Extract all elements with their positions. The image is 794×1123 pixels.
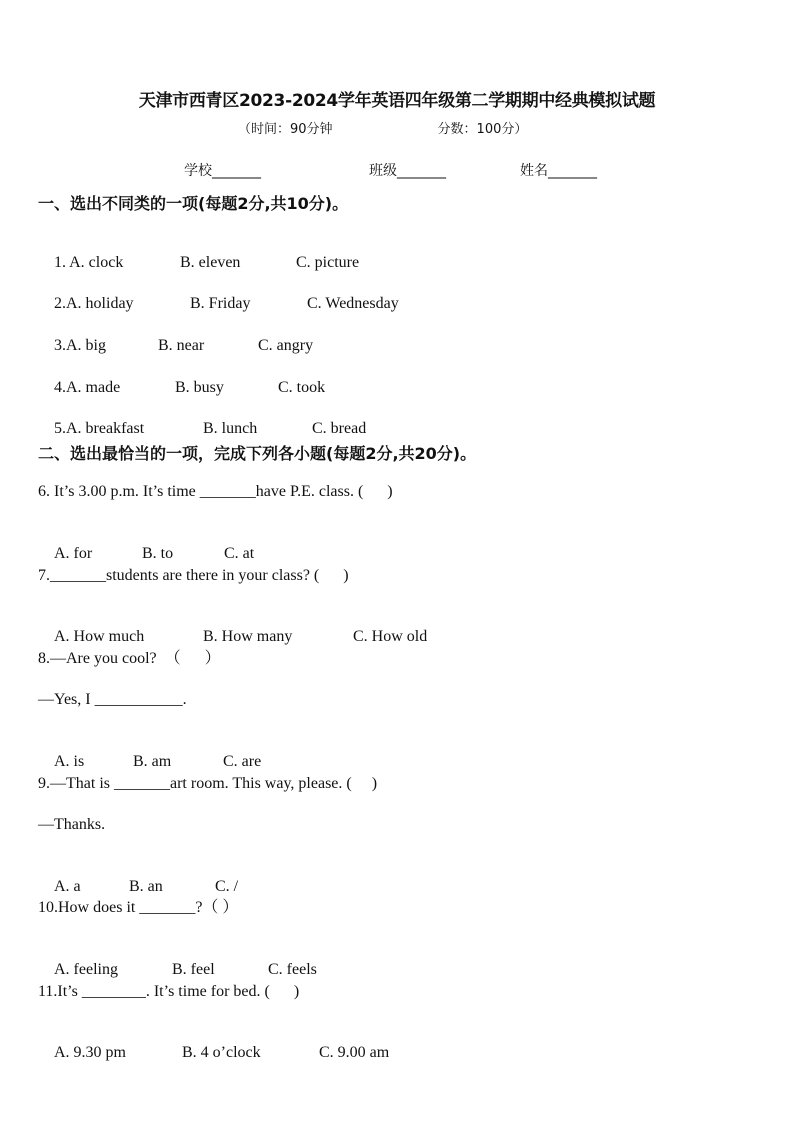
q5-option-b: B. lunch — [203, 420, 258, 437]
exam-score: 分数：100分） — [437, 122, 528, 137]
question-9-stem: 9.—That is _______art room. This way, please. ( ) — [38, 775, 378, 792]
q3-option-c: C. angry — [258, 337, 314, 354]
class-field: 班级_______ — [369, 163, 446, 179]
q5-option-a: 5.A. breakfast — [54, 420, 145, 437]
exam-time: （时间：90分钟 — [238, 122, 333, 137]
q1-option-a: 1. A. clock — [54, 254, 124, 271]
question-6-stem: 6. It’s 3.00 p.m. It’s time _______have P.E. class. ( ) — [38, 483, 393, 500]
q11-option-b: B. 4 o’clock — [182, 1044, 261, 1061]
q3-option-a: 3.A. big — [54, 337, 106, 354]
question-11-options — [38, 1023, 389, 1083]
q3-option-b: B. near — [158, 337, 205, 354]
q4-option-a: 4.A. made — [54, 379, 121, 396]
school-field: 学校_______ — [184, 163, 261, 179]
q7-option-a: A. How much — [54, 628, 145, 645]
q9-option-b: B. an — [129, 878, 163, 895]
q4-option-b: B. busy — [175, 379, 224, 396]
section2-heading: 二、选出最恰当的一项，完成下列各小题(每题2分,共20分)。 — [38, 444, 477, 463]
q2-option-a: 2.A. holiday — [54, 295, 134, 312]
question-8-answer: —Yes, I ___________. — [38, 691, 187, 708]
q1-option-b: B. eleven — [180, 254, 241, 271]
exam-title: 天津市西青区2023-2024学年英语四年级第二学期期中经典模拟试题 — [138, 91, 656, 111]
q8-option-b: B. am — [133, 753, 172, 770]
question-7-stem: 7._______students are there in your class? ( ) — [38, 567, 349, 584]
q11-option-c: C. 9.00 am — [319, 1044, 390, 1061]
q8-option-c: C. are — [223, 753, 262, 770]
q9-option-a: A. a — [54, 878, 81, 895]
q11-option-a: A. 9.30 pm — [54, 1044, 126, 1061]
question-9-answer: —Thanks. — [38, 816, 106, 833]
q8-option-a: A. is — [54, 753, 85, 770]
q6-option-b: B. to — [142, 545, 174, 562]
q2-option-b: B. Friday — [190, 295, 251, 312]
q2-option-c: C. Wednesday — [307, 295, 399, 312]
q7-option-c: C. How old — [353, 628, 428, 645]
section1-heading: 一、选出不同类的一项(每题2分,共10分)。 — [38, 194, 349, 213]
question-10-stem: 10.How does it _______?（ ） — [38, 899, 239, 916]
q6-option-a: A. for — [54, 545, 93, 562]
q5-option-c: C. bread — [312, 420, 367, 437]
exam-subtitle — [238, 118, 527, 137]
question-11-stem: 11.It’s ________. It’s time for bed. ( ) — [38, 983, 300, 1000]
q9-option-c: C. / — [215, 878, 239, 895]
q1-option-c: C. picture — [296, 254, 360, 271]
name-field: 姓名_______ — [520, 163, 597, 179]
question-8-stem: 8.—Are you cool? （ ） — [38, 650, 221, 667]
q10-option-a: A. feeling — [54, 961, 118, 978]
q6-option-c: C. at — [224, 545, 255, 562]
q10-option-c: C. feels — [268, 961, 317, 978]
q10-option-b: B. feel — [172, 961, 215, 978]
q7-option-b: B. How many — [203, 628, 293, 645]
q4-option-c: C. took — [278, 379, 326, 396]
